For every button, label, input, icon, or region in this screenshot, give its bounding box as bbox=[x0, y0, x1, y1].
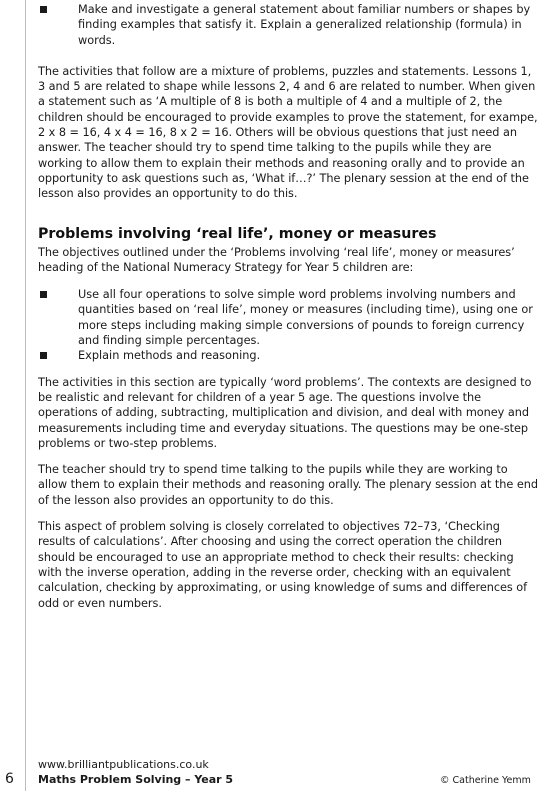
word-problems-paragraph: The activities in this section are typically ‘word problems’. The contexts are designed to be realistic and relevant for children of a year 5 age. The questions involve the operations of adding, subtracting, multiplication and division, and deal with money and measurements including time and everyday situations. The questions may be one-step problems or two-step problems. bbox=[38, 375, 532, 450]
bullet-text: Use all four operations to solve simple word problems involving numbers and quantities based on ‘real life’, money or measures (including time), using one or more steps including making simple conversions of pounds to foreign currency and finding simple percentages. bbox=[78, 288, 533, 348]
page-number: 6 bbox=[5, 771, 14, 787]
top-bullet-list bbox=[38, 2, 538, 48]
bullet-text: Make and investigate a general statement about familiar numbers or shapes by finding examples that satisfy it. Explain a generalized relationship (formula) in words. bbox=[78, 3, 531, 47]
section-intro: The objectives outlined under the ‘Problems involving ‘real life’, money or measures’ heading of the National Numeracy Strategy for Year 5 children are: bbox=[38, 245, 515, 274]
list-item bbox=[38, 287, 538, 348]
bullet-text: Explain methods and reasoning. bbox=[78, 349, 261, 363]
bullet-square-icon bbox=[40, 352, 47, 359]
checking-paragraph: This aspect of problem solving is closely correlated to objectives 72–73, ‘Checking results of calculations’. After choosing and using the correct operation the children should be encouraged to use an appropriate method to check their results: checking with the inverse operation, adding in the reverse order, checking with an equivalent calculation, checking by approximating, or using knowledge of sums and differences of odd or even numbers. bbox=[38, 520, 528, 610]
bullet-square-icon bbox=[40, 291, 47, 298]
page-content bbox=[38, 0, 538, 611]
footer-book-title: Maths Problem Solving – Year 5 bbox=[38, 773, 234, 786]
margin-rule bbox=[25, 0, 26, 791]
bullet-square-icon bbox=[40, 6, 47, 13]
footer-url: www.brilliantpublications.co.uk bbox=[38, 758, 209, 771]
section-heading: Problems involving ‘real life’, money or measures bbox=[38, 225, 437, 242]
activities-paragraph: The activities that follow are a mixture of problems, puzzles and statements. Lessons 1, 3 and 5 are related to shape while lessons 2, 4 and 6 are related to number. When given a statement such as ‘A multiple of 8 is both a multiple of 4 and a multiple of 2, the children should be encouraged to provide examples to prove the statement, for exampe, 2 x 8 = 16, 4 x 4 = 16, 8 x 2 = 16. Others will be obvious questions that just need an answer. The teacher should try to spend time talking to the pupils while they are working to allow them to explain their methods and reasoning orally and to provide an opportunity to ask questions such as, ‘What if…?’ The plenary session at the end of the lesson also provides an opportunity to do this. bbox=[38, 64, 538, 201]
list-item bbox=[38, 348, 538, 363]
teacher-paragraph: The teacher should try to spend time talking to the pupils while they are working to allow them to explain their methods and reasoning orally. The plenary session at the end of the lesson also provides an opportunity to do this. bbox=[38, 463, 538, 507]
objectives-list bbox=[38, 287, 538, 363]
list-item bbox=[38, 2, 538, 48]
copyright-notice: © Catherine Yemm bbox=[440, 775, 531, 786]
